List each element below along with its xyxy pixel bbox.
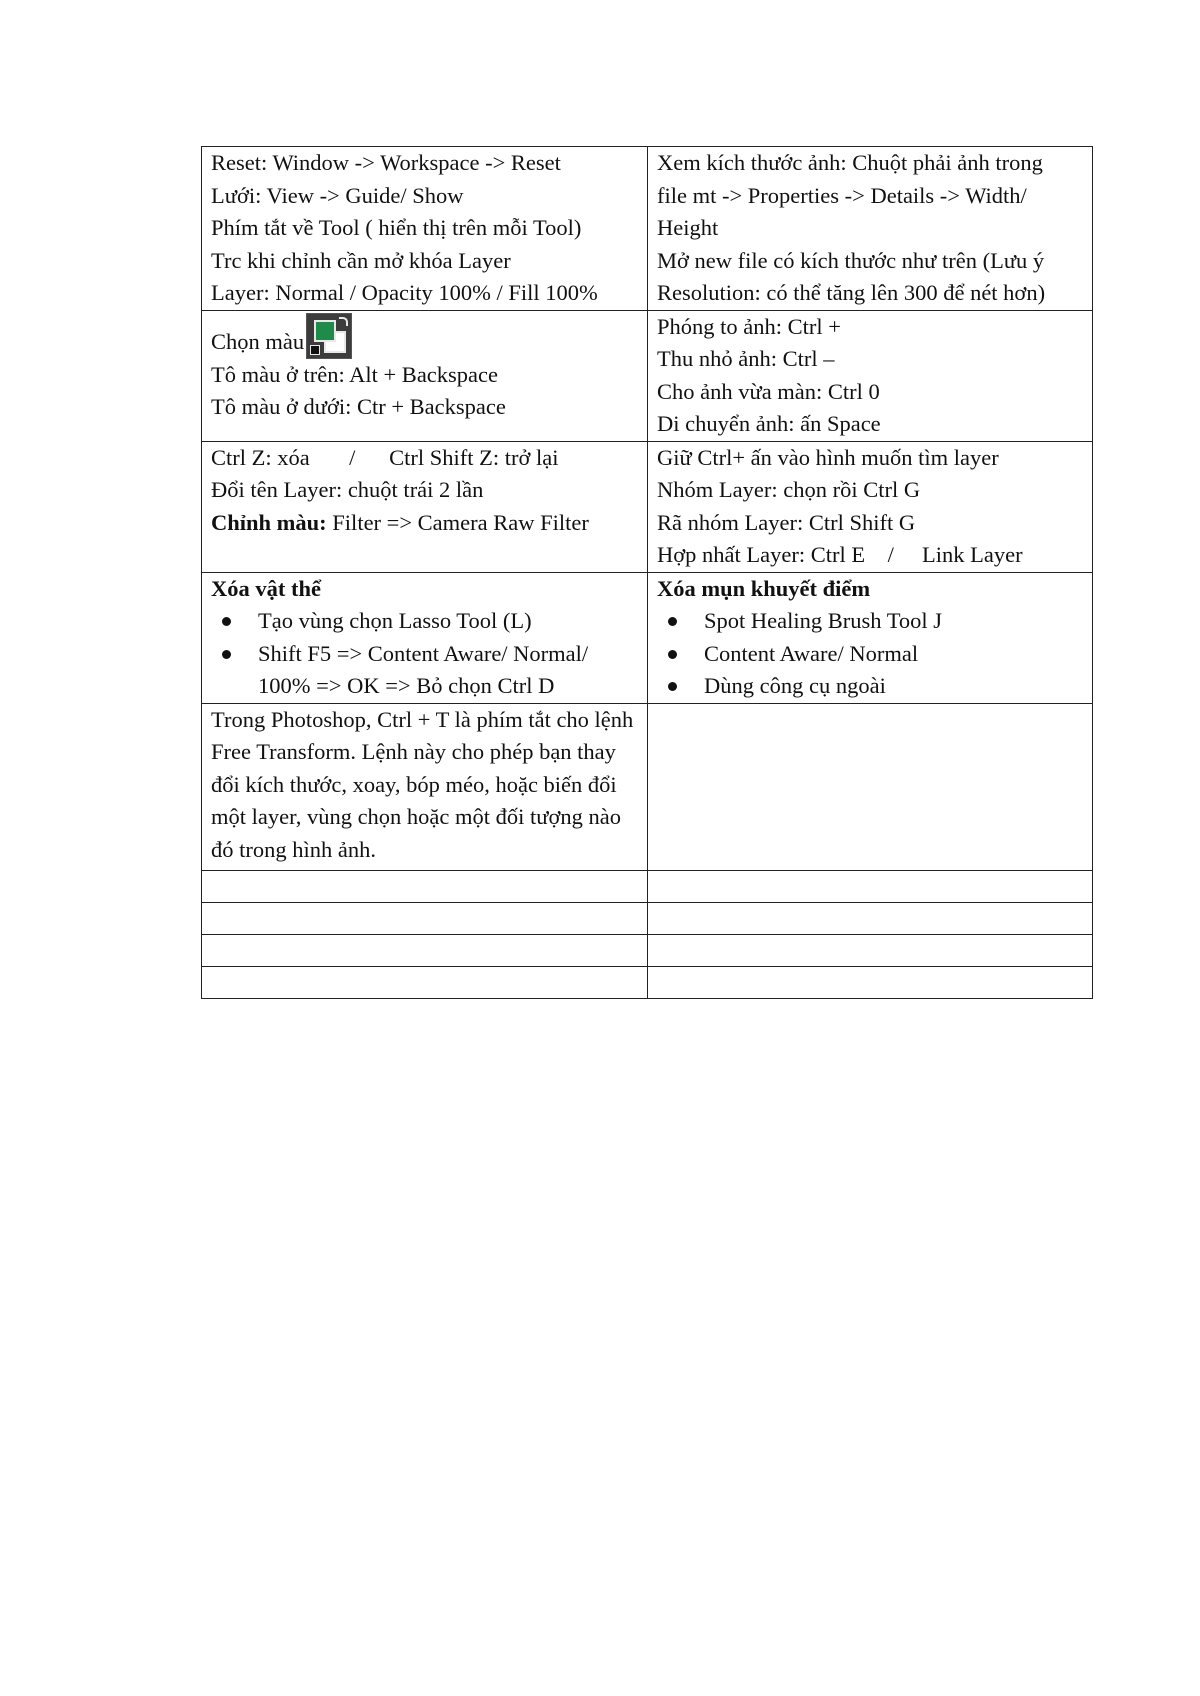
- list-item: [657, 638, 1083, 671]
- note-line: Rã nhóm Layer: Ctrl Shift G: [657, 509, 916, 535]
- table-row: [202, 572, 1093, 703]
- bullet-list: [657, 605, 1083, 703]
- slash-separator: /: [887, 542, 894, 567]
- cell-empty: [202, 967, 648, 999]
- cell-workspace-notes: [202, 147, 648, 311]
- list-item-text: Tạo vùng chọn Lasso Tool (L): [258, 608, 532, 633]
- note-line: Reset: Window -> Workspace -> Reset: [211, 150, 561, 175]
- swap-colors-icon: [339, 317, 348, 326]
- slash-separator: /: [349, 444, 356, 470]
- cell-empty: [648, 871, 1093, 903]
- cell-layer-notes: [648, 441, 1093, 572]
- cell-undo-notes: [202, 441, 648, 572]
- note-line: Nhóm Layer: chọn rồi Ctrl G: [657, 477, 921, 502]
- list-item-text: Spot Healing Brush Tool J: [704, 608, 943, 633]
- list-item: [657, 605, 1083, 638]
- bullet-list: [211, 605, 638, 703]
- list-item-text: Content Aware/ Normal: [704, 640, 919, 666]
- table-row: [202, 310, 1093, 441]
- table-row: [202, 871, 1093, 903]
- cell-remove-blemish: [648, 572, 1093, 703]
- cell-empty: [202, 903, 648, 935]
- note-line: Phím tắt về Tool ( hiển thị trên mỗi Tool): [211, 215, 582, 240]
- note-line: Lưới: View -> Guide/ Show: [211, 182, 464, 208]
- note-line: Giữ Ctrl+ ấn vào hình muốn tìm layer: [657, 444, 999, 470]
- bullet-icon: [222, 617, 231, 626]
- note-line: Trc khi chỉnh cần mở khóa Layer: [211, 247, 511, 273]
- cell-empty: [648, 935, 1093, 967]
- table-row: [202, 703, 1093, 871]
- bullet-icon: [668, 650, 677, 659]
- merge-text: Hợp nhất Layer: Ctrl E: [657, 542, 866, 567]
- cell-empty: [648, 967, 1093, 999]
- default-colors-icon: [310, 345, 320, 355]
- note-line: Tô màu ở trên: Alt + Backspace: [211, 361, 499, 387]
- table-row: [202, 441, 1093, 572]
- note-line: Đổi tên Layer: chuột trái 2 lần: [211, 477, 484, 502]
- redo-text: Ctrl Shift Z: trở lại: [389, 444, 559, 470]
- note-line: Layer: Normal / Opacity 100% / Fill 100%: [211, 280, 598, 305]
- color-adjust-label: Chỉnh màu:: [211, 509, 327, 535]
- note-line: file mt -> Properties -> Details -> Width/: [657, 182, 1027, 208]
- cell-image-size-notes: [648, 147, 1093, 311]
- note-line: Mở new file có kích thước như trên (Lưu ý: [657, 247, 1045, 273]
- undo-text: Ctrl Z: xóa: [211, 444, 310, 470]
- color-adjust-line: [211, 507, 638, 540]
- list-item: [211, 605, 638, 638]
- note-line: Cho ảnh vừa màn: Ctrl 0: [657, 378, 880, 404]
- cell-free-transform: [202, 703, 648, 871]
- color-pick-row: [211, 311, 638, 359]
- color-picker-icon: [306, 313, 352, 359]
- cell-zoom-notes: [648, 310, 1093, 441]
- section-heading: Xóa mụn khuyết điểm: [657, 575, 871, 601]
- paragraph-text: Trong Photoshop, Ctrl + T là phím tắt cho lệnh Free Transform. Lệnh này cho phép bạn thay đổi kích thước, xoay, bóp méo, hoặc biến đổi một layer, vùng chọn hoặc một đối tượng nào đó trong hình ảnh.: [211, 706, 634, 862]
- note-line: Thu nhỏ ảnh: Ctrl –: [657, 346, 835, 371]
- note-line: Height: [657, 215, 719, 240]
- list-item: [657, 670, 1083, 703]
- color-pick-label: Chọn màu: [211, 329, 305, 354]
- bullet-icon: [222, 650, 231, 659]
- note-line: Di chuyển ảnh: ấn Space: [657, 411, 881, 436]
- foreground-color-swatch: [314, 320, 336, 342]
- cell-color-notes: [202, 310, 648, 441]
- bullet-icon: [668, 682, 677, 691]
- undo-redo-line: [211, 442, 638, 475]
- shortcut-notes-table: [201, 146, 1093, 999]
- note-line: Resolution: có thể tăng lên 300 để nét hơn): [657, 280, 1046, 305]
- cell-empty: [202, 935, 648, 967]
- list-item-text: Shift F5 => Content Aware/ Normal/ 100% => OK => Bỏ chọn Ctrl D: [258, 640, 589, 698]
- table-row: [202, 903, 1093, 935]
- cell-remove-object: [202, 572, 648, 703]
- bullet-icon: [668, 617, 677, 626]
- note-line: Xem kích thước ảnh: Chuột phải ảnh trong: [657, 150, 1043, 175]
- list-item: [211, 638, 638, 703]
- list-item-text: Dùng công cụ ngoài: [704, 673, 886, 698]
- cell-empty: [202, 871, 648, 903]
- note-line: Tô màu ở dưới: Ctr + Backspace: [211, 394, 506, 419]
- cell-empty: [648, 703, 1093, 871]
- section-heading: Xóa vật thể: [211, 575, 321, 601]
- table-row: [202, 147, 1093, 311]
- cell-empty: [648, 903, 1093, 935]
- link-text: Link Layer: [921, 542, 1023, 567]
- note-line: Phóng to ảnh: Ctrl +: [657, 313, 841, 339]
- color-adjust-value: Filter => Camera Raw Filter: [326, 509, 589, 535]
- table-row: [202, 967, 1093, 999]
- table-row: [202, 935, 1093, 967]
- merge-link-line: [657, 539, 1083, 572]
